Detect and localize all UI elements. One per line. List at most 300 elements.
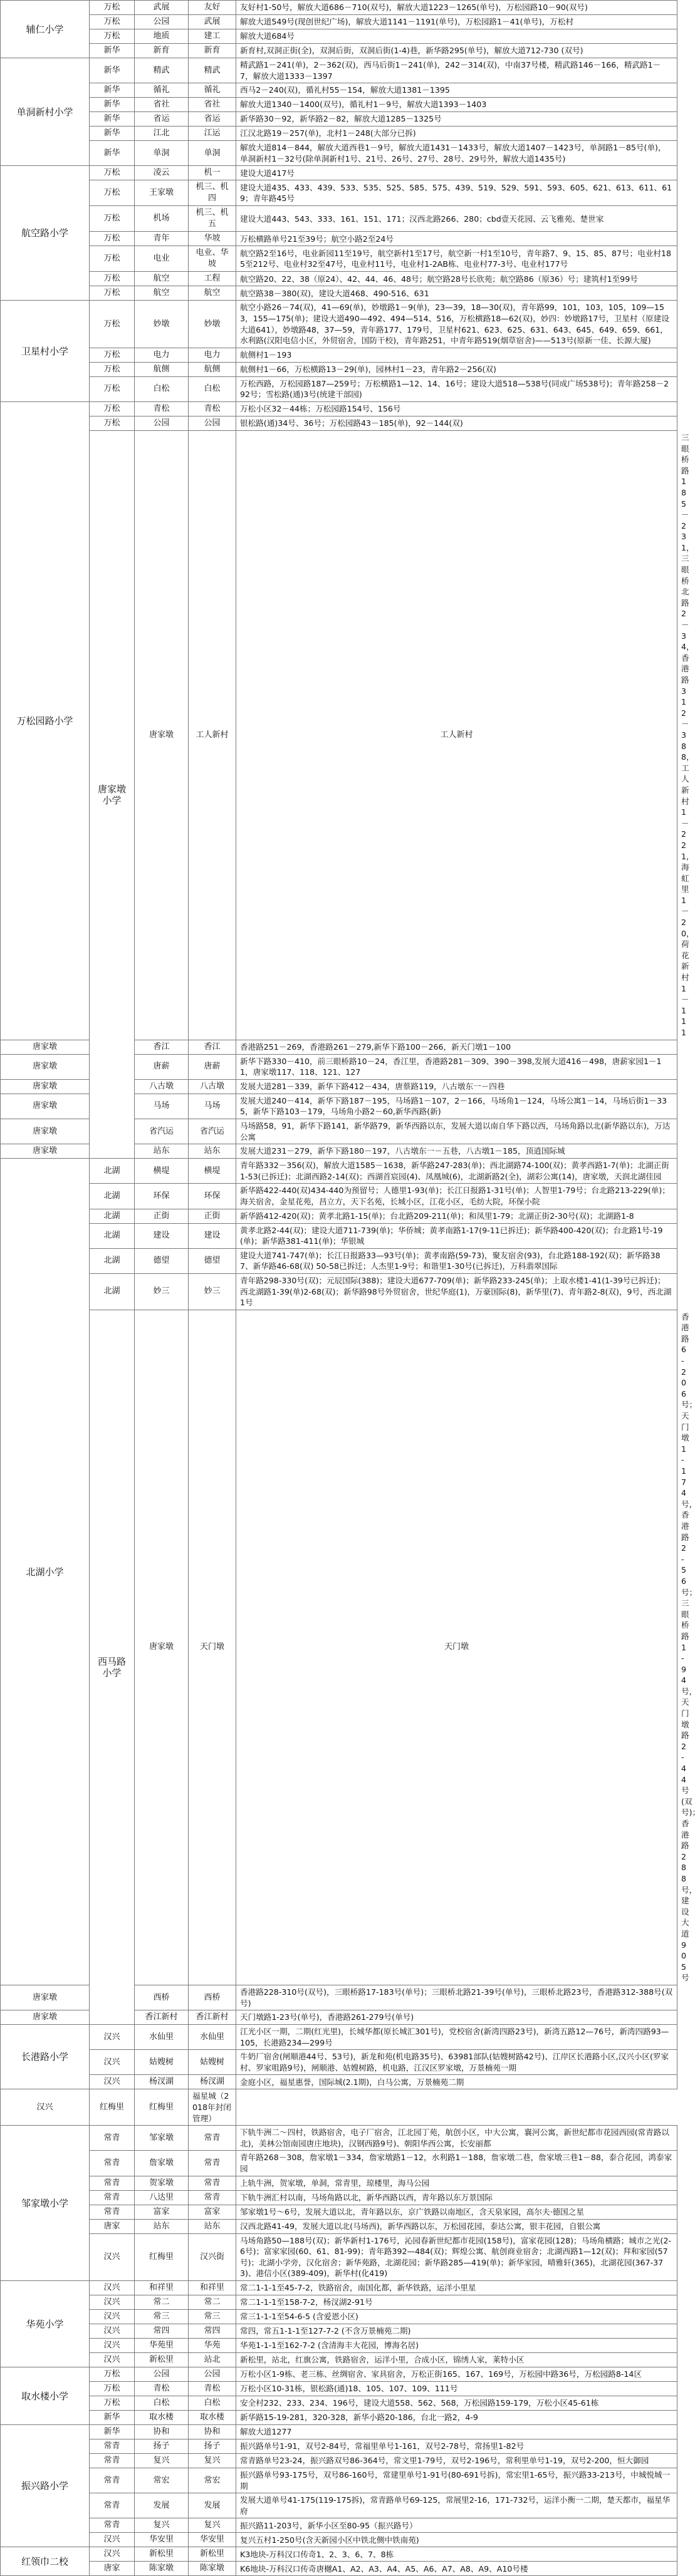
community-cell: 工程 bbox=[189, 272, 236, 286]
table-row bbox=[1, 2233, 677, 2280]
table-row bbox=[1, 2493, 677, 2518]
district-cell: 万松 bbox=[90, 2367, 135, 2382]
community-cell: 正街 bbox=[189, 1209, 236, 1223]
street-cell: 机场 bbox=[135, 206, 189, 232]
community-cell: 站东 bbox=[189, 1144, 236, 1159]
address-cell: 金庭小区，福星惠誉，国际城(2.1期)，白马公寓，万景楠苑二期 bbox=[236, 2075, 677, 2089]
table-row bbox=[1, 1159, 677, 1184]
address-cell: 新华路15-19-281，320-328，新华小路20-186，台北一路2，4-9 bbox=[236, 2411, 677, 2425]
address-cell: 建设大道443、543、333、161、151、171；汉西北路266、280；cbd壹天花园、云飞雅苑、楚世家 bbox=[236, 206, 677, 232]
table-row bbox=[1, 2518, 677, 2533]
address-cell: 解放大道684号 bbox=[236, 29, 677, 44]
address-cell: 复兴五村1-250号(含天新园小区中铁北侧中铁南苑) bbox=[236, 2533, 677, 2547]
district-cell: 新华 bbox=[90, 83, 135, 98]
address-cell: K6地块-万科汉口传奇唐樾A1、A2、A3、A4、A5、A6、A7、A8、A9、A10号楼 bbox=[236, 2562, 677, 2576]
school-cell: 单洞新村小学 bbox=[1, 58, 90, 166]
community-cell: 常青 bbox=[189, 2190, 236, 2205]
table-row: 唐家墩小学 唐家墩 工人新村 工人新村 三眼桥路185－231，三眼桥北路2－34，香港路312－388，工人新村1－221,海虹里1－20，荷花新村1－111 bbox=[1, 430, 677, 1040]
school-cell: 万松园路小学 bbox=[1, 401, 90, 1040]
district-cell: 万松 bbox=[90, 29, 135, 44]
table-row bbox=[1, 2190, 677, 2205]
table-row bbox=[1, 2382, 677, 2396]
community-cell: 华苑 bbox=[189, 2339, 236, 2353]
address-cell: 振兴路单号1-91，双号2-84号，常福里单号1-161，双号2-78号，常扬里1-82号 bbox=[236, 2439, 677, 2454]
district-cell: 万松 bbox=[90, 272, 135, 286]
street-cell: 复兴 bbox=[135, 2518, 189, 2533]
community-cell: 青松 bbox=[189, 2382, 236, 2396]
street-cell: 青年 bbox=[135, 232, 189, 246]
community-cell: 西桥 bbox=[189, 1985, 236, 2010]
table-row bbox=[1, 44, 677, 58]
address-cell: 福星城（2018年封闭管理） bbox=[189, 2089, 236, 2126]
table-row bbox=[1, 58, 677, 83]
district-cell: 新华 bbox=[90, 127, 135, 141]
district-cell: 万松 bbox=[90, 180, 135, 206]
table-row bbox=[1, 2367, 677, 2382]
table-row bbox=[1, 232, 677, 246]
address-cell: 香港路251－269，香港路261－279,新华下路100－266，新天门墩1－100 bbox=[236, 1040, 677, 1054]
table-row bbox=[1, 2562, 677, 2576]
address-cell: 振兴路单号93-175号，双号86-160号，常建里单号1-91号(80-691号拆)，常宏里1-65号，振兴路33-213号，中城悦城一期 bbox=[236, 2468, 677, 2493]
address-cell: 牛奶厂宿舍(闸顺港44号、53号)，新龙和苑(机电路35号)、63981部队(姑嫂树路42号)、江岸区长港路小区,汉兴小区(罗家村、罗家咀路9号)，闸顺港、姑嫂树路，机电路，江汉区罗家墩，万景楠苑一期 bbox=[236, 2050, 677, 2075]
street-cell: 天门墩 bbox=[189, 1310, 236, 1985]
table-row bbox=[1, 1223, 677, 1248]
community-cell: 公园 bbox=[189, 416, 236, 430]
district-cell: 汉兴 bbox=[90, 2533, 135, 2547]
address-cell: 下轨牛洲二～四村，铁路宿舍，电子厂宿舍，江北园丁苑，航创小区，中大公寓，襄河公寓，新世纪都市花园西园(常青路以北)，美林公馆南园唐庄地块)，汉钢西路9号)、朝阳华西公寓，长安丽都 bbox=[236, 2126, 677, 2151]
district-cell: 万松 bbox=[90, 416, 135, 430]
district-cell: 万松 bbox=[90, 2396, 135, 2411]
community-cell: 航侧 bbox=[189, 362, 236, 376]
district-cell: 汉兴 bbox=[90, 2050, 135, 2075]
street-cell: 省汽运 bbox=[135, 1119, 189, 1144]
address-cell: 建设大道435、433、439、533、535、525、585、575、439、519、529、591、593、605、621、613、611、619；青年路45号 bbox=[236, 180, 677, 206]
street-cell: 单洞 bbox=[135, 141, 189, 166]
street-cell: 站东 bbox=[135, 1144, 189, 1159]
school-cell: 长港路小学 bbox=[1, 2025, 90, 2089]
address-cell: 西马2－240(双)，循礼村55－154，解放大道1381－1395 bbox=[236, 83, 677, 98]
district-cell: 汉兴 bbox=[90, 2339, 135, 2353]
street-cell: 新松里 bbox=[135, 2353, 189, 2367]
community-cell: 电力 bbox=[189, 348, 236, 362]
street-cell: 唐薪 bbox=[135, 1054, 189, 1079]
address-cell: 天门墩路1-23号(单号)，香港路261-279号(单号) bbox=[236, 2010, 677, 2025]
table-row bbox=[1, 1248, 677, 1273]
school-cell: 辅仁小学 bbox=[1, 1, 90, 58]
district-cell: 万松 bbox=[90, 246, 135, 272]
district-cell: 唐家墩 bbox=[1, 1985, 90, 2010]
district-cell: 新华 bbox=[90, 141, 135, 166]
address-cell: 银松路(通)34号、36号；万松园路43－185(单)，92－144(双) bbox=[236, 416, 677, 430]
district-cell: 北湖 bbox=[90, 1159, 135, 1184]
community-cell: 姑嫂树 bbox=[189, 2050, 236, 2075]
district-cell: 常青 bbox=[90, 2190, 135, 2205]
table-row bbox=[1, 2454, 677, 2468]
district-cell: 万松 bbox=[90, 2382, 135, 2396]
table-row bbox=[1, 83, 677, 98]
address-cell: 振兴路11-203号，新华小区至80-95（振兴路号） bbox=[236, 2518, 677, 2533]
school-cell: 邹家墩小学 bbox=[1, 2126, 90, 2281]
street-cell: 建设 bbox=[135, 1223, 189, 1248]
street-cell: 妙三 bbox=[135, 1273, 189, 1310]
district-cell: 万松 bbox=[90, 301, 135, 348]
street-cell: 白松 bbox=[135, 376, 189, 401]
community-cell: 站东 bbox=[189, 2219, 236, 2233]
district-cell: 唐家墩 bbox=[1, 1040, 90, 1054]
table-row bbox=[1, 286, 677, 301]
street-cell: 德望 bbox=[135, 1248, 189, 1273]
table-row bbox=[1, 376, 677, 401]
address-cell: 新华路30－92，新华路2－82，解放大道1285－1325号 bbox=[236, 112, 677, 127]
address-cell: 新华路422-440(双)434-440为预留号；人德里1-93(单)；长江日报路1-31号(单)；人智里1-79号；台北路213-229(单)；海关宿舍，金星花苑，昌立方，天下名苑，长城小区，江花小区，毛纺大院，环保小院 bbox=[236, 1184, 677, 1209]
district-cell: 汉兴 bbox=[90, 2547, 135, 2562]
table-row bbox=[1, 416, 677, 430]
table-row bbox=[1, 2089, 677, 2126]
district-cell: 常青 bbox=[90, 2518, 135, 2533]
community-cell: 站北 bbox=[189, 2353, 236, 2367]
district-cell: 常青 bbox=[90, 2205, 135, 2219]
address-cell: 解放大道814－844，解放大道西巷1－9号，解放大道1431－1433号，解放大道1407－1423号，单洞路1－85号(单)，单洞新村1－32号(除单洞新村1号、21号、26号、27号、28号、29号外，解放大道1435号) bbox=[236, 141, 677, 166]
district-cell: 新华 bbox=[90, 2425, 135, 2439]
community-cell: 航空 bbox=[189, 286, 236, 301]
community-cell: 杨汊湖 bbox=[189, 2075, 236, 2089]
community-cell: 白松 bbox=[189, 2396, 236, 2411]
address-cell: 解放大道1340－1400(双号)，循礼村1－9号，解放大道1393－1403 bbox=[236, 98, 677, 112]
address-cell: 航侧村1－193 bbox=[236, 348, 677, 362]
street-cell: 妙墩 bbox=[135, 301, 189, 348]
community-cell: 常青 bbox=[189, 2176, 236, 2190]
address-cell: 香港路228-310号(双号)，三眼桥路17-183号(单号)；三眼桥北路21-39号(单号)，三眼桥北路23号，香港路312-388号(双号) bbox=[236, 1985, 677, 2010]
community-cell: 马场 bbox=[189, 1094, 236, 1119]
address-cell: 航侧村1－66，万松横路13－29(单)，园林村1－23，青年路2－256(双) bbox=[236, 362, 677, 376]
district-cell: 常青 bbox=[90, 2454, 135, 2468]
community-cell: 华坡 bbox=[189, 232, 236, 246]
street-cell: 工人新村 bbox=[189, 430, 236, 1040]
street-cell: 精武 bbox=[135, 58, 189, 83]
district-cell: 汉兴 bbox=[90, 2295, 135, 2310]
street-cell: 水仙里 bbox=[135, 2025, 189, 2050]
community-cell: 机三、机五 bbox=[189, 206, 236, 232]
street-cell: 协和 bbox=[135, 2425, 189, 2439]
address-cell: 常二1-1-1至158-7-2，杨汊湖2-91号 bbox=[236, 2295, 677, 2310]
address-cell: K3地块-万科汉口传奇1、2、3、6、7、8栋 bbox=[236, 2547, 677, 2562]
address-cell: 马场角路50—188号(双)；新华新村1-176号，沁园春新世纪都市花园(158号)，富家花园(128)；马场角横路；城市之光(2-6号)；富家家园(60、61、81-99)；青年路392—484(双)；辉煌公寓、航创商业宿舍；北湖西路1—12(双)；拜和家园(57号)；北湖小学旁，汉化宿舍；新华苑路，北湖花园；新华路285—419(单)；新华家园，晴雅轩(365)，北湖花园(367-373)、港信小区(389-409)，新华村(化419) bbox=[236, 2233, 677, 2280]
table-row bbox=[1, 2025, 677, 2050]
address-cell: 发展大道281－339，新华下路412－434，唐蔡路119，八古墩东一－四巷 bbox=[236, 1079, 677, 1094]
table-row bbox=[1, 29, 677, 44]
table-row bbox=[1, 2151, 677, 2176]
address-cell: 新华下路330－410，前三眼桥路10－24，香江里，香港路281－309、390－398,发展大道416－498，唐薪家园1－11，唐家墩117、118、121、127 bbox=[236, 1054, 677, 1079]
address-cell: 新华路412-420(双)；黄孝北路1-15(单)；台北路209-211(单)；和凤里1-79；北湖正街2-30号(双)；北湖路1-8 bbox=[236, 1209, 677, 1223]
street-cell: 富家 bbox=[135, 2205, 189, 2219]
address-cell: 上轨牛洲，贺家墩，单洞，常青里，琼楼里，海马公园 bbox=[236, 2176, 677, 2190]
street-cell: 电业 bbox=[135, 246, 189, 272]
table-row bbox=[1, 1273, 677, 1310]
table-row: 西马路小学 唐家墩 天门墩 天门墩 香港路6-206号；天门墩1-174号，香港路2-56号；三眼桥路1-94号，天门墩路2-44号(双号)；香港路288号，建设大道905号 bbox=[1, 1310, 677, 1985]
table-row bbox=[1, 2176, 677, 2190]
street-cell: 航空 bbox=[135, 286, 189, 301]
table-row bbox=[1, 2425, 677, 2439]
community-cell: 香江 bbox=[189, 1040, 236, 1054]
community-cell: 电业、华坡 bbox=[189, 246, 236, 272]
street-cell: 红梅里 bbox=[135, 2233, 189, 2280]
street-cell: 正街 bbox=[135, 1209, 189, 1223]
school-cell: 航空路小学 bbox=[1, 166, 90, 301]
address-cell: 航空路2至16号，电业新园11至19号，航空新村1至17号，航空新一村1至10号，青年路7、9、15、85、87号；电业村185至212号、电业村32至47号，电业村11号，电业村1-2AB栋、电业村77-3号、电业村177号 bbox=[236, 246, 677, 272]
district-cell: 万松 bbox=[90, 206, 135, 232]
address-cell: 万松西路，万松园路187—259号；万松横路1—12、14、16号；建设大道518—538号(同成广场538号)；青年路258－292号；雪松路(通)3号(统建干部园) bbox=[236, 376, 677, 401]
community-cell: 新松里 bbox=[189, 2547, 236, 2562]
district-cell: 唐家墩 bbox=[135, 1310, 189, 1985]
district-cell: 万松 bbox=[90, 15, 135, 29]
street-cell: 常四 bbox=[135, 2324, 189, 2339]
community-cell: 建工 bbox=[189, 29, 236, 44]
district-cell: 万松 bbox=[90, 348, 135, 362]
district-cell: 常青 bbox=[90, 2439, 135, 2454]
district-cell: 常青 bbox=[90, 2151, 135, 2176]
address-cell: 邹家墩1号～6号，发展大道以北，青年路以东，京广铁路以南地区，含天泉家园，高尔夫·德国之星 bbox=[236, 2205, 677, 2219]
district-cell: 万松 bbox=[90, 401, 135, 416]
community-cell: 常二 bbox=[189, 2295, 236, 2310]
street-cell: 八达里 bbox=[135, 2190, 189, 2205]
table-row bbox=[1, 1209, 677, 1223]
table-row bbox=[1, 141, 677, 166]
district-cell: 唐家墩 bbox=[1, 1054, 90, 1079]
community-cell: 常青 bbox=[189, 2151, 236, 2176]
street-cell: 香江新村 bbox=[135, 2010, 189, 2025]
community-cell: 省社 bbox=[189, 98, 236, 112]
district-cell: 汉兴 bbox=[90, 2075, 135, 2089]
district-cell: 汉兴 bbox=[90, 2310, 135, 2324]
street-cell: 武展 bbox=[135, 1, 189, 15]
district-cell: 唐家墩 bbox=[1, 1144, 90, 1159]
community-cell: 常青 bbox=[189, 2126, 236, 2151]
district-cell: 唐家墩 bbox=[1, 2010, 90, 2025]
district-cell: 唐家 bbox=[90, 2562, 135, 2576]
table-row bbox=[1, 2439, 677, 2454]
community-cell: 德望 bbox=[189, 1248, 236, 1273]
community-cell: 机三、机四 bbox=[189, 180, 236, 206]
street-cell: 常三 bbox=[135, 2310, 189, 2324]
community-cell: 红梅里 bbox=[135, 2089, 189, 2126]
community-cell: 新育 bbox=[189, 44, 236, 58]
district-cell: 常青 bbox=[90, 2126, 135, 2151]
table-row bbox=[1, 112, 677, 127]
table-row bbox=[1, 2339, 677, 2353]
district-cell: 新华 bbox=[90, 58, 135, 83]
table-row bbox=[1, 401, 677, 416]
community-cell: 取水楼 bbox=[189, 2411, 236, 2425]
district-cell: 北湖 bbox=[90, 1273, 135, 1310]
street-cell: 循礼 bbox=[135, 83, 189, 98]
school-cell: 华苑小学 bbox=[1, 2281, 90, 2367]
community-cell: 循礼 bbox=[189, 83, 236, 98]
community-cell: 富家 bbox=[189, 2205, 236, 2219]
street-cell: 航侧 bbox=[135, 362, 189, 376]
community-cell: 江运 bbox=[189, 127, 236, 141]
community-cell: 和祥里 bbox=[189, 2281, 236, 2295]
street-cell: 王家墩 bbox=[135, 180, 189, 206]
community-cell: 机一 bbox=[189, 166, 236, 180]
table-row bbox=[1, 2310, 677, 2324]
street-cell: 环保 bbox=[135, 1184, 189, 1209]
address-cell: 常青路单号23-24，振兴路双号86-364号，常文里1-79号，双号2-196号，常利里单号1-19，双号2-200，恒大御园 bbox=[236, 2454, 677, 2468]
address-cell: 解放大道549号(现创世纪广场)，解放大道1141－1191(单号)，万松园路1－41(单号)，万松村 bbox=[236, 15, 677, 29]
address-cell: 建设大道417号 bbox=[236, 166, 677, 180]
district-cell: 唐家墩 bbox=[1, 1119, 90, 1144]
address-cell: 江汉北路19－257(单)，北村1－248(大部分已拆) bbox=[236, 127, 677, 141]
district-cell: 北湖 bbox=[90, 1184, 135, 1209]
community-cell: 天门墩 bbox=[236, 1310, 677, 1985]
community-cell: 妙墩 bbox=[189, 301, 236, 348]
community-cell: 环保 bbox=[189, 1184, 236, 1209]
school-cell: 取水楼小学 bbox=[1, 2367, 90, 2425]
table-row bbox=[1, 348, 677, 362]
street-cell: 香江 bbox=[135, 1040, 189, 1054]
district-cell: 北湖 bbox=[90, 1248, 135, 1273]
address-cell: 新育村,双洞正街(全)，双洞后街，双洞后街(1-4)巷，新华路295(单号)，解放大道712-730 (双号) bbox=[236, 44, 677, 58]
community-cell: 协和 bbox=[189, 2425, 236, 2439]
street-cell: 新育 bbox=[135, 44, 189, 58]
community-cell: 常四 bbox=[189, 2324, 236, 2339]
table-row bbox=[1, 15, 677, 29]
community-cell: 唐薪 bbox=[189, 1054, 236, 1079]
community-cell: 水仙里 bbox=[189, 2025, 236, 2050]
district-cell: 万松 bbox=[90, 286, 135, 301]
table-row bbox=[1, 1, 677, 15]
address-cell: 黄孝北路2-44(双)；建设大道711-739(单)；华侨城；黄孝南路1-17(9-11已拆迁)；新华路400-420(双)；台北路1号-19(单)；新华路381-411(单)；华银城 bbox=[236, 1223, 677, 1248]
table-row bbox=[1, 2396, 677, 2411]
school-cell: 唐家墩小学 bbox=[90, 430, 135, 1158]
address-cell: 安全村232、233、234、196号，建设大道558、562、568，万松园路159-179，万松小区45-61栋 bbox=[236, 2396, 677, 2411]
address-cell: 万松小区10-31栋，银松路(通)18、105、107、109、111号 bbox=[236, 2382, 677, 2396]
street-cell: 陈家墩 bbox=[135, 2562, 189, 2576]
street-cell: 华苑里 bbox=[135, 2339, 189, 2353]
table-row bbox=[1, 127, 677, 141]
district-cell: 汉兴 bbox=[1, 2089, 90, 2126]
address-cell: 新松里，站北，红旗公寓，铁路宿舍，运洋小里，合成小区，锦绣人家，莱特小区 bbox=[236, 2353, 677, 2367]
community-cell: 扬子 bbox=[189, 2439, 236, 2454]
street-cell: 常二 bbox=[135, 2295, 189, 2310]
table-row bbox=[1, 362, 677, 376]
school-cell: 西马路小学 bbox=[90, 1310, 135, 2024]
street-cell: 航空 bbox=[135, 272, 189, 286]
community-cell: 华安里 bbox=[189, 2533, 236, 2547]
street-cell: 常宏 bbox=[135, 2468, 189, 2493]
address-cell: 建设大道741-747(单)；长江日报路33—93号(单)；黄孝南路(59-73)，聚友宿舍(93)，台北路188-192(双)；新华路387、新华路46-68(双) 50-58已拆迁；人杰里1-9号；和谐里1-30号(已拆迁)，万科翡翠国际 bbox=[236, 1248, 677, 1273]
district-cell: 新华 bbox=[90, 98, 135, 112]
street-cell: 横堤 bbox=[135, 1159, 189, 1184]
street-cell: 地质 bbox=[135, 29, 189, 44]
address-cell: 马场路58，91，新华下路141，新华路79，新华西路以东，发展大道以南自华下路以西，马场角路以北(新华路以东)，万达公寓 bbox=[236, 1119, 677, 1144]
table-row bbox=[1, 1184, 677, 1209]
school-cell: 振兴路小学 bbox=[1, 2425, 90, 2547]
address-cell: 常三1-1-1至54-6-5 (含爱恩小区) bbox=[236, 2310, 677, 2324]
address-cell: 发展大道240－414，新华下路187－195，马场路1－107，2－166，马场角1－124，马场公寓1－14，马场后街1－335，新华下路103－179，马场角小路2－60,新华西路(新) bbox=[236, 1094, 677, 1119]
school-cell: 红领巾二校 bbox=[1, 2547, 90, 2576]
district-cell: 万松 bbox=[90, 362, 135, 376]
address-cell: 航空小路26－74(双)，41—69(单)，妙墩路1－9(单)，23—39，18—30(双)，青年路99，101，103，105，109—153，155—175(单)；建设大道490—492、494—514、516，万松横路18—62(双)，妙四：妙墩路17号，卫星村（原建设大道641），妙墩路48，37—59，青年路177、179号，卫星村621、623、625、631、643、645、649、659、661，水利路(汉阳电信小区，外贸宿舍，国防干校)，青年路251，中青年路519(烟草宿舍)——513号(原新一佳、长源大厦) bbox=[236, 301, 677, 348]
street-cell: 姑嫂树 bbox=[135, 2050, 189, 2075]
district-cell: 北湖 bbox=[90, 1223, 135, 1248]
address-cell: 青年路332－356(双)，解放大道1585－1638，新华路247-283(单)；西北湖路74-100(双)；黄孝西路1-7(单)；北湖正街1-53(已拆迁)；北湖西路2-14(双)；西湖首宸园(4)、凤凰城(6)，北湖新路2(全)，湖彩公寓(14)，唐家墩，天润北湖佳园 bbox=[236, 1159, 677, 1184]
table-row bbox=[1, 2547, 677, 2562]
street-cell: 江北 bbox=[135, 127, 189, 141]
district-cell: 新华 bbox=[90, 2411, 135, 2425]
street-cell: 和祥里 bbox=[135, 2281, 189, 2295]
table-row bbox=[1, 180, 677, 206]
address-cell: 航空路20、22、38（原24）、42、44、46、48号；航空路28号长欣苑；航空路86（原36）号；建筑村1至99号 bbox=[236, 272, 677, 286]
address-cell: 万松小区1-9栋、老三栋、丝绸宿舍、家具宿舍，万松正街165、167、169号，万松园中路36号，万松园路8-14区 bbox=[236, 2367, 677, 2382]
address-cell: 解放大道1277 bbox=[236, 2425, 677, 2439]
school-cell: 卫星村小学 bbox=[1, 301, 90, 402]
district-cell: 常青 bbox=[90, 2468, 135, 2493]
district-cell: 万松 bbox=[90, 166, 135, 180]
district-cell: 唐家 bbox=[90, 2219, 135, 2233]
street-cell: 詹家墩 bbox=[135, 2151, 189, 2176]
district-cell: 汉兴 bbox=[90, 2324, 135, 2339]
street-cell: 青松 bbox=[135, 401, 189, 416]
table-row bbox=[1, 301, 677, 348]
district-cell: 汉兴 bbox=[90, 2025, 135, 2050]
street-cell: 电力 bbox=[135, 348, 189, 362]
community-cell: 友好 bbox=[189, 1, 236, 15]
street-cell: 红梅里 bbox=[90, 2089, 135, 2126]
district-cell: 唐家墩 bbox=[1, 1079, 90, 1094]
table-row bbox=[1, 98, 677, 112]
street-cell: 杨汊湖 bbox=[135, 2075, 189, 2089]
community-cell: 建设 bbox=[189, 1223, 236, 1248]
address-cell: 江光小区一期，二期(红光里)，长城华都(原长城汇301号)，党校宿舍(新湾四路23号)，新湾五路12—76号，新湾四路93—105，长港路234—299号 bbox=[236, 2025, 677, 2050]
street-cell: 复兴 bbox=[135, 2454, 189, 2468]
table-row bbox=[1, 2205, 677, 2219]
street-cell: 邹家墩 bbox=[135, 2126, 189, 2151]
table-row bbox=[1, 2050, 677, 2075]
district-cell: 唐家墩 bbox=[135, 430, 189, 1040]
community-cell: 单洞 bbox=[189, 141, 236, 166]
table-row bbox=[1, 272, 677, 286]
address-cell: 发展大道231－279，新华下路180－197，八古墩东一－五巷，八古墩1－185，顶逍国际城 bbox=[236, 1144, 677, 1159]
community-cell: 常三 bbox=[189, 2310, 236, 2324]
street-cell: 扬子 bbox=[135, 2439, 189, 2454]
community-cell: 白松 bbox=[189, 376, 236, 401]
community-cell: 汉兴街 bbox=[189, 2233, 236, 2280]
street-cell: 省社 bbox=[135, 98, 189, 112]
address-cell: 青年路298-330号(双)；元辰国际(388)；建设大道677-709(单)；新华路233-245(单)；上取水楼1-41(1-39号已拆迁)；西北湖路1-39(单)2-68(双)；新华路98号外贸宿舍，世纪华庭(1)，万豪国际(8)，新华里(7)、青年路2-8(双)，9号，西北湖1号 bbox=[236, 1273, 677, 1310]
table-row bbox=[1, 246, 677, 272]
address-cell: 精武路1－241(单)，2－362(双)，西马后街1－241(单)，242－314(双)，中南37号楼，精武路146－166，精武路1－7，解放大道1333－1397 bbox=[236, 58, 677, 83]
community-cell: 八古墩 bbox=[189, 1079, 236, 1094]
table-row bbox=[1, 2411, 677, 2425]
address-cell: 下轨牛洲汇村以南，马场角路以北，新华西路以西，青年路以东万景国际 bbox=[236, 2190, 677, 2205]
street-cell: 公园 bbox=[135, 15, 189, 29]
district-cell: 新华 bbox=[90, 112, 135, 127]
street-cell: 凌云 bbox=[135, 166, 189, 180]
school-cell: 北湖小学 bbox=[1, 1159, 90, 1985]
address-cell: 青年路268－308，詹家墩1－334，詹家墩路1－12，水利路1－188，詹家墩二巷，詹家墩三巷1－88，泰合花园，鸿泰家园 bbox=[236, 2151, 677, 2176]
community-cell: 工人新村 bbox=[236, 430, 677, 1040]
district-cell: 汉兴 bbox=[90, 2281, 135, 2295]
address-cell: 汉西北路41-49，发展大道以北(马场西)，新华西路以东，万松园花园，泰达公寓，银丰花园，自银公寓 bbox=[236, 2219, 677, 2233]
street-cell: 贺家墩 bbox=[135, 2176, 189, 2190]
community-cell: 复兴 bbox=[189, 2454, 236, 2468]
street-cell: 新松里 bbox=[135, 2547, 189, 2562]
address-cell: 发展大道单号41-175(119-175拆)，常青路单号69-125，常展里2-16，171-732号，运洋小衡一二期，楚天都市，福星华府 bbox=[236, 2493, 677, 2518]
table-row bbox=[1, 2219, 677, 2233]
district-cell: 万松 bbox=[90, 376, 135, 401]
community-cell: 发展 bbox=[189, 2493, 236, 2518]
table-row bbox=[1, 2281, 677, 2295]
